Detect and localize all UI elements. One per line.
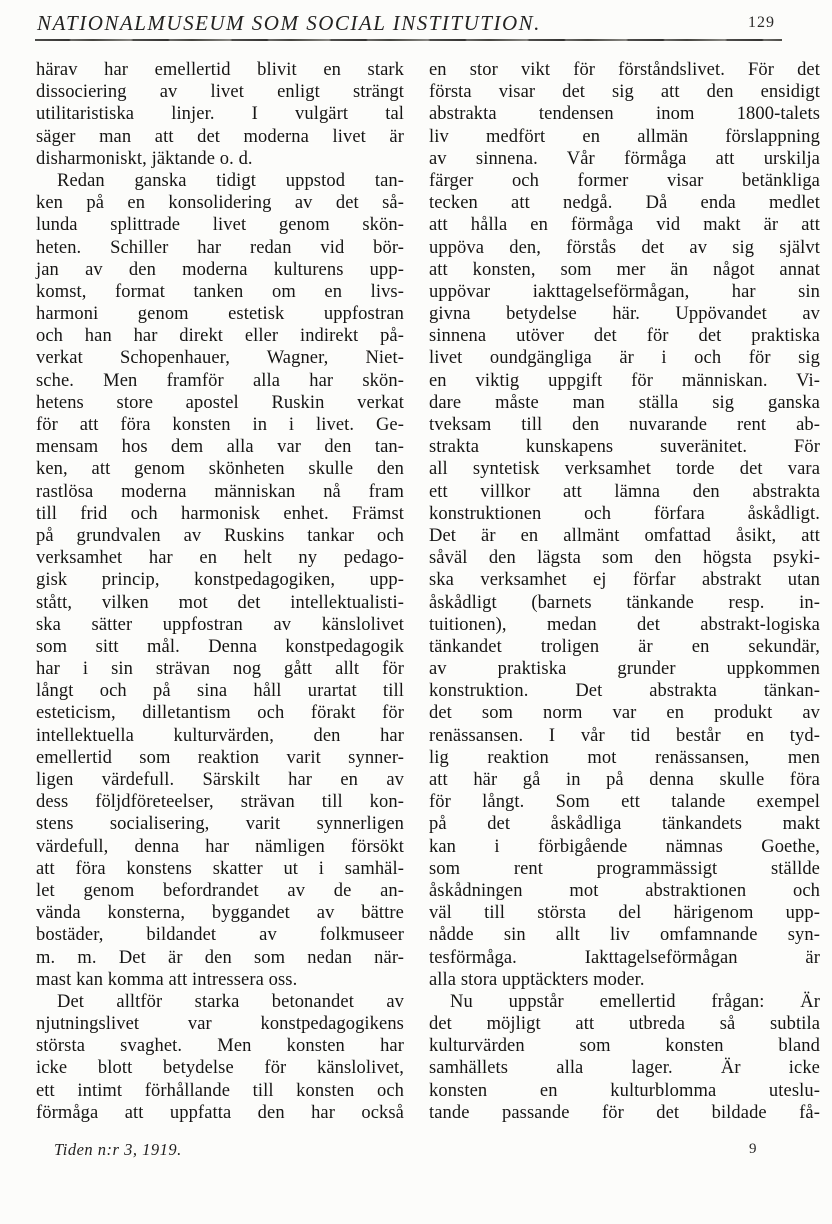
text-line: förmåga att uppfatta den har också <box>36 1102 404 1123</box>
text-line: sche. Men framför alla har skön- <box>36 370 404 391</box>
text-line: Nu uppstår emellertid frågan: Är <box>450 991 820 1012</box>
text-line: tuitionen), medan det abstrakt-logiska <box>429 614 820 635</box>
text-line: värdefull, denna har nämligen försökt <box>36 836 404 857</box>
text-line: uppöva den, förstås det av sig självt <box>429 237 820 258</box>
text-line: konstruktion. Det abstrakta tänkan- <box>429 681 820 702</box>
text-line: en stor vikt för förståndslivet. För det <box>429 60 820 80</box>
text-line: let genom befordrandet av de an- <box>36 880 404 901</box>
text-line: konstruktionen och förfara åskådligt. <box>429 503 820 524</box>
text-line: åskådningen mot abstraktionen och <box>429 880 820 901</box>
text-line: lig reaktion mot renässansen, men <box>429 747 820 768</box>
text-line: har i sin strävan nog gått allt för <box>36 659 404 680</box>
text-line: det som norm var en produkt av <box>429 703 820 724</box>
text-line: harmoni genom estetisk uppfostran <box>36 304 404 325</box>
header-rule <box>35 39 782 41</box>
page-number: 129 <box>748 14 775 31</box>
text-line: kulturvärden som konsten bland <box>429 1036 820 1057</box>
text-line: all syntetisk verksamhet torde det vara <box>429 459 820 480</box>
text-line: tande passande för det bildade få- <box>429 1102 820 1123</box>
text-line: som sitt mål. Denna konstpedagogik <box>36 636 404 657</box>
text-line: Det är en allmänt omfattad åsikt, att <box>429 525 820 546</box>
text-line: Det alltför starka betonandet av <box>57 991 404 1012</box>
text-line: bostäder, bildandet av folkmuseer <box>36 925 404 946</box>
text-line: gisk princip, konstpedagogiken, upp- <box>36 570 404 591</box>
text-line: som rent programmässigt ställde <box>429 858 820 879</box>
text-line: dissociering av livet enligt strängt <box>36 82 404 103</box>
text-line: på det åskådliga tänkandets makt <box>429 814 820 835</box>
text-line: stått, vilken mot det intellektualisti- <box>36 592 404 613</box>
text-line: det möjligt att utbreda så subtila <box>429 1014 820 1035</box>
text-line: härav har emellertid blivit en stark <box>36 60 404 80</box>
text-line: dess följdföreteelser, strävan till kon- <box>36 792 404 813</box>
text-line: konsten en kulturblomma uteslu- <box>429 1080 820 1101</box>
text-line: ett villkor att lämna den abstrakta <box>429 481 820 502</box>
text-line: ken, att genom skönheten skulle den <box>36 459 404 480</box>
text-line: dare måste man ställa sig ganska <box>429 392 820 413</box>
text-line: intellektuella kulturvärden, den har <box>36 725 404 746</box>
text-line: icke blott betydelse för känslolivet, <box>36 1058 404 1079</box>
text-line: ligen värdefull. Särskilt har en av <box>36 770 404 790</box>
text-column-right <box>429 59 820 1124</box>
journal-reference: Tiden n:r 3, 1919. <box>54 1140 182 1159</box>
text-line: att här gå in på denna skulle föra <box>429 770 820 790</box>
text-line: mast kan komma att intressera oss. <box>36 969 298 990</box>
text-line: tveksam till den nuvarande rent ab- <box>429 415 820 435</box>
text-line: strakta kunskapens suveränitet. För <box>429 437 820 458</box>
text-line: kan i förbigående nämnas Goethe, <box>429 836 820 857</box>
text-line: uppövar iakttagelseförmågan, har sin <box>429 281 820 302</box>
text-line: verkat Schopenhauer, Wagner, Niet- <box>36 348 404 369</box>
text-line: heten. Schiller har redan vid bör- <box>36 237 404 258</box>
text-line: samhällets alla lager. Är icke <box>429 1058 820 1079</box>
text-line: av praktiska grunder uppkommen <box>429 659 820 680</box>
text-line: komst, format tanken om en livs- <box>36 281 404 302</box>
text-line: ska verksamhet ej förfar abstrakt utan <box>429 570 820 591</box>
text-line: mensam hos dem alla var den tan- <box>36 437 404 458</box>
text-line: emellertid som reaktion varit synner- <box>36 747 404 768</box>
printer-mark: 9 <box>749 1141 757 1157</box>
text-line: vända konsterna, byggandet av bättre <box>36 903 404 924</box>
text-line: lunda splittrade livet genom skön- <box>36 215 404 236</box>
text-line: nådde sin allt liv omfamnande syn- <box>429 925 820 946</box>
text-line: liv medfört en allmän förslappning <box>429 126 820 147</box>
running-header <box>37 11 797 37</box>
text-line: säger man att det moderna livet är <box>36 126 404 147</box>
text-line: abstrakta tendensen inom 1800-talets <box>429 104 820 125</box>
text-line: åskådligt (barnets tänkande resp. in- <box>429 592 820 613</box>
text-line: första visar det sig att den ensidigt <box>429 82 820 103</box>
text-line: och han har direkt eller indirekt på- <box>36 326 404 347</box>
text-column-left <box>36 59 404 1124</box>
text-line: alla stora upptäckters moder. <box>429 969 645 990</box>
text-line: ken på en konsolidering av det så- <box>36 193 404 214</box>
text-line: verksamhet har en helt ny pedago- <box>36 548 404 569</box>
text-line: stens socialisering, varit synnerligen <box>36 814 404 835</box>
text-line: rastlösa moderna människan nå fram <box>36 481 404 502</box>
text-line: på grundvalen av Ruskins tankar och <box>36 525 404 546</box>
text-line: största svaghet. Men konsten har <box>36 1036 404 1057</box>
text-line: ett intimt förhållande till konsten och <box>36 1080 404 1101</box>
text-line: en viktig uppgift för människan. Vi- <box>429 370 820 391</box>
text-line: såväl den lägsta som den högsta psyki- <box>429 548 820 569</box>
text-line: jan av den moderna kulturens upp- <box>36 259 404 280</box>
text-line: för långt. Som ett talande exempel <box>429 792 820 813</box>
text-line: renässansen. I vår tid består en tyd- <box>429 725 820 746</box>
text-line: givna betydelse här. Uppövandet av <box>429 304 820 325</box>
text-line: sinnena utöver det för det praktiska <box>429 326 820 347</box>
text-line: av sinnena. Vår förmåga att urskilja <box>429 148 820 169</box>
text-line: att hålla en förmåga vid makt är att <box>429 215 820 236</box>
text-line: att konsten, som mer än något annat <box>429 259 820 280</box>
running-title: NATIONALMUSEUM SOM SOCIAL INSTITUTION. <box>37 11 541 35</box>
text-line: njutningslivet var konstpedagogikens <box>36 1014 404 1035</box>
text-line: esteticism, dilletantism och förakt för <box>36 703 404 724</box>
text-line: tecken att nedgå. Då enda medlet <box>429 193 820 214</box>
text-line: väl till största del härigenom upp- <box>429 903 820 924</box>
text-line: tesförmåga. Iakttagelseförmågan är <box>429 947 820 968</box>
text-line: färger och former visar betänkliga <box>429 170 820 191</box>
text-line: för att föra konsten in i livet. Ge- <box>36 415 404 435</box>
text-line: utilitaristiska linjer. I vulgärt tal <box>36 104 404 125</box>
text-line: disharmoniskt, jäktande o. d. <box>36 148 253 169</box>
text-line: till frid och harmonisk enhet. Främst <box>36 503 404 524</box>
text-line: ska sätter uppfostran av känslolivet <box>36 614 404 635</box>
text-line: Redan ganska tidigt uppstod tan- <box>57 170 404 191</box>
text-line: m. m. Det är den som nedan när- <box>36 947 404 968</box>
text-line: tänkandet troligen är en sekundär, <box>429 636 820 657</box>
text-line: att föra konstens skatter ut i samhäl- <box>36 858 404 879</box>
text-line: hetens store apostel Ruskin verkat <box>36 392 404 413</box>
text-line: livet oundgängliga är i och för sig <box>429 348 820 369</box>
text-line: långt och på sina håll urartat till <box>36 681 404 702</box>
